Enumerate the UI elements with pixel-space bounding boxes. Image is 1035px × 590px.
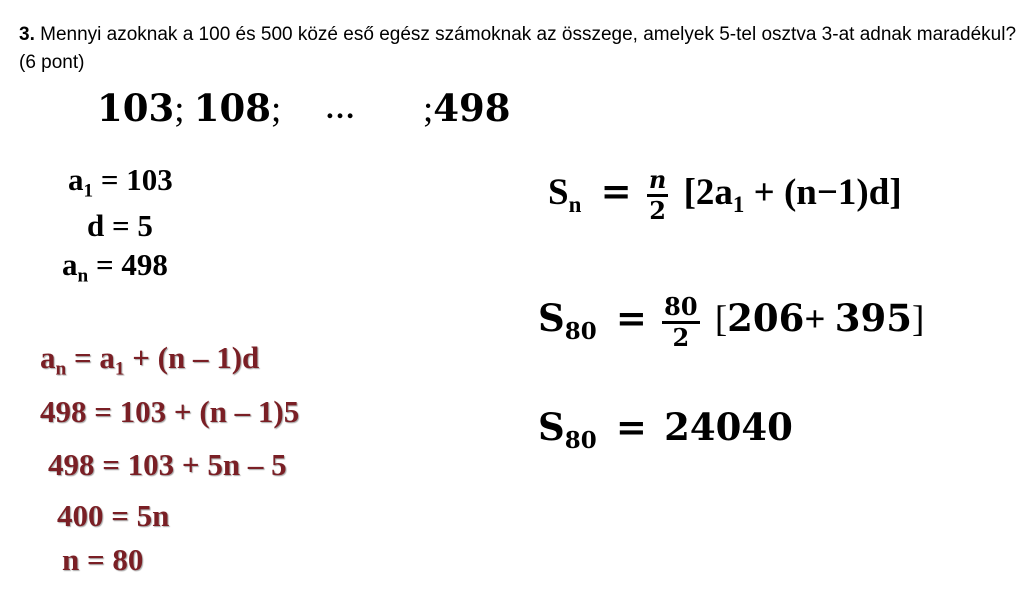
sum-result-eq: = — [615, 405, 647, 449]
given-an-var: a — [62, 247, 78, 282]
derivation-line-1 — [40, 340, 260, 380]
derivation-line-3: 498 = 103 + 5n – 5 — [48, 447, 287, 482]
fraction-numerator: 80 — [664, 292, 698, 322]
sum-calc-plus: + — [804, 299, 835, 340]
sum-result-lhs-sub: 80 — [564, 427, 597, 455]
fraction-denominator: 2 — [649, 196, 666, 226]
sum-formula-bracket: [2a — [683, 172, 733, 213]
deriv-an-var: a — [40, 340, 56, 375]
sum-calc-bracket-close: ] — [911, 299, 925, 340]
sum-calc-value-1: 206 — [727, 296, 805, 340]
sum-calc — [538, 283, 924, 355]
given-a1 — [68, 162, 173, 202]
sum-calc-value-2: 395 — [834, 296, 912, 340]
sequence-sep: ; — [174, 89, 185, 130]
sum-result-value: 24040 — [664, 405, 793, 449]
sum-formula — [548, 156, 902, 228]
sequence-last: 498 — [433, 86, 511, 130]
question-number: 3. — [19, 24, 35, 45]
deriv-an-sub: n — [55, 358, 67, 380]
question-line — [19, 23, 1016, 47]
given-a1-var: a — [68, 162, 84, 197]
sum-result-lhs: S — [538, 405, 565, 449]
sum-formula-bracket-rest: + (n−1)d] — [744, 172, 902, 213]
sequence-ellipsis: … — [325, 92, 355, 125]
sequence-second: 108 — [193, 86, 271, 130]
sum-calc-lhs: S — [538, 296, 565, 340]
sequence-first: 103 — [97, 86, 175, 130]
derivation-line-2: 498 = 103 + (n – 1)5 — [40, 394, 300, 429]
sequence-sep: ; — [423, 89, 434, 130]
sum-calc-fraction — [662, 293, 699, 352]
fraction-numerator: n — [648, 165, 667, 195]
given-an-sub: n — [77, 265, 89, 287]
derivation-line-4: 400 = 5n — [57, 498, 170, 533]
sum-formula-bracket-sub: 1 — [732, 192, 745, 218]
sequence-line — [97, 86, 281, 132]
deriv-a1-var: = a — [66, 340, 115, 375]
sum-formula-fraction — [647, 166, 668, 225]
given-an — [62, 247, 168, 287]
sequence-end — [423, 86, 511, 132]
sum-calc-eq: = — [615, 296, 647, 340]
given-a1-value: = 103 — [93, 162, 173, 197]
question-text: Mennyi azoknak a 100 és 500 közé eső egész számoknak az összege, amelyek 5-tel osztva 3-at adnak maradékul? — [40, 24, 1017, 45]
sum-result — [538, 402, 793, 454]
given-a1-sub: 1 — [83, 180, 94, 202]
given-d: d = 5 — [87, 208, 153, 243]
derivation-line-5: n = 80 — [62, 542, 144, 577]
deriv-a1-sub: 1 — [114, 358, 125, 380]
fraction-denominator: 2 — [672, 323, 690, 353]
deriv-rest: + (n – 1)d — [124, 340, 260, 375]
sum-calc-bracket-open: [ — [714, 299, 728, 340]
question-points: (6 pont) — [19, 52, 85, 73]
sum-formula-eq: = — [600, 169, 632, 213]
sum-formula-lhs: S — [548, 172, 569, 213]
given-an-value: = 498 — [88, 247, 168, 282]
sum-formula-lhs-sub: n — [568, 192, 582, 218]
sequence-sep: ; — [271, 89, 282, 130]
sum-calc-lhs-sub: 80 — [564, 318, 597, 346]
